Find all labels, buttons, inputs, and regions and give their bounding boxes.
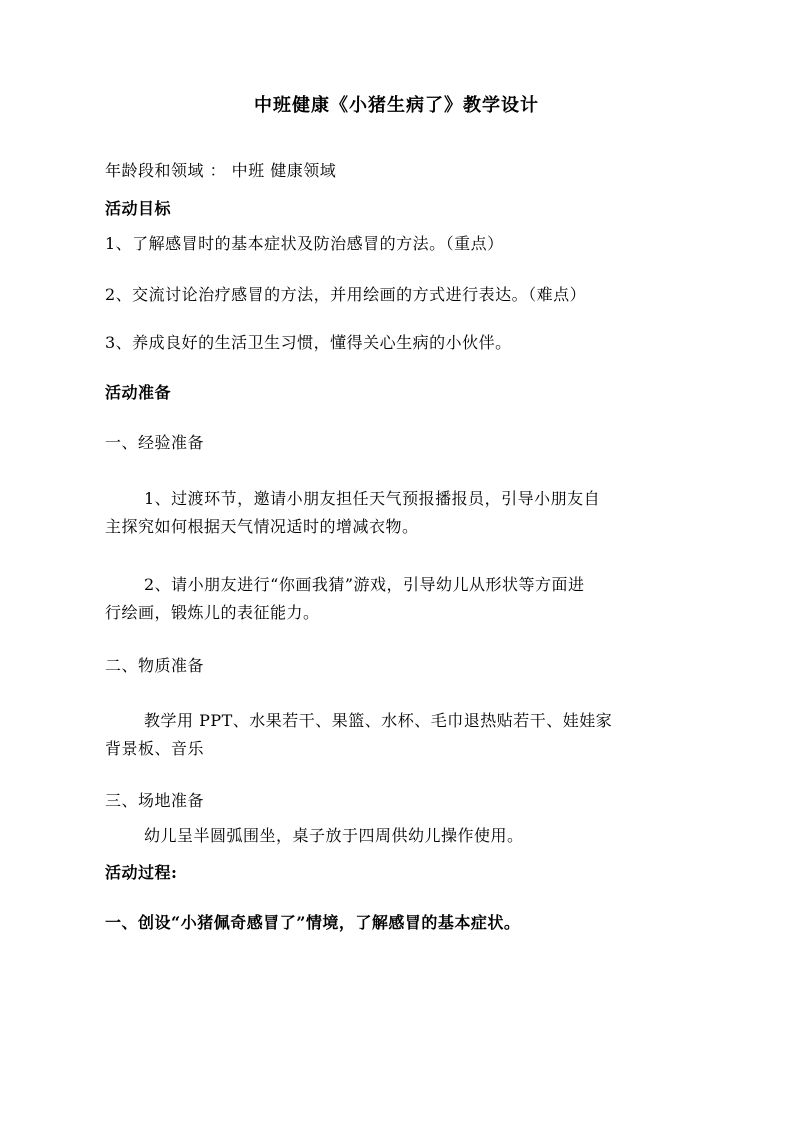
venue-text: 幼儿呈半圆弧围坐，桌子放于四周供幼儿操作使用。 bbox=[144, 826, 524, 845]
document-title: 中班健康《小猪生病了》教学设计 bbox=[254, 95, 539, 116]
goals-heading: 活动目标 bbox=[105, 199, 172, 218]
goal-item-2: 2、交流讨论治疗感冒的方法，并用绘画的方式进行表达。（难点） bbox=[105, 285, 587, 304]
material-line-1: 教学用 PPT、水果若干、果篮、水杯、毛巾退热贴若干、娃娃家 bbox=[144, 711, 613, 730]
experience-item-1-line-2: 主探究如何根据天气情况适时的增减衣物。 bbox=[105, 517, 419, 536]
experience-item-1-line-1: 1、过渡环节，邀请小朋友担任天气预报播报员，引导小朋友自 bbox=[144, 489, 601, 508]
goal-item-1: 1、了解感冒时的基本症状及防治感冒的方法。（重点） bbox=[105, 234, 504, 253]
process-heading: 活动过程: bbox=[105, 863, 178, 882]
age-domain-line: 年龄段和领域 ： 中班 健康领域 bbox=[105, 161, 337, 180]
experience-item-2-line-2: 行绘画，锻炼儿的表征能力。 bbox=[105, 603, 320, 622]
process-step-1: 一、创设“小猪佩奇感冒了”情境，了解感冒的基本症状。 bbox=[105, 913, 521, 932]
experience-heading: 一、经验准备 bbox=[105, 433, 205, 452]
experience-item-2-line-1: 2、请小朋友进行“你画我猜”游戏，引导幼儿从形状等方面进 bbox=[144, 575, 585, 594]
venue-heading: 三、场地准备 bbox=[105, 791, 205, 810]
material-line-2: 背景板、音乐 bbox=[105, 739, 205, 758]
prep-heading: 活动准备 bbox=[105, 383, 172, 402]
goal-item-3: 3、养成良好的生活卫生习惯，懂得关心生病的小伙伴。 bbox=[105, 333, 512, 352]
material-heading: 二、物质准备 bbox=[105, 656, 205, 675]
